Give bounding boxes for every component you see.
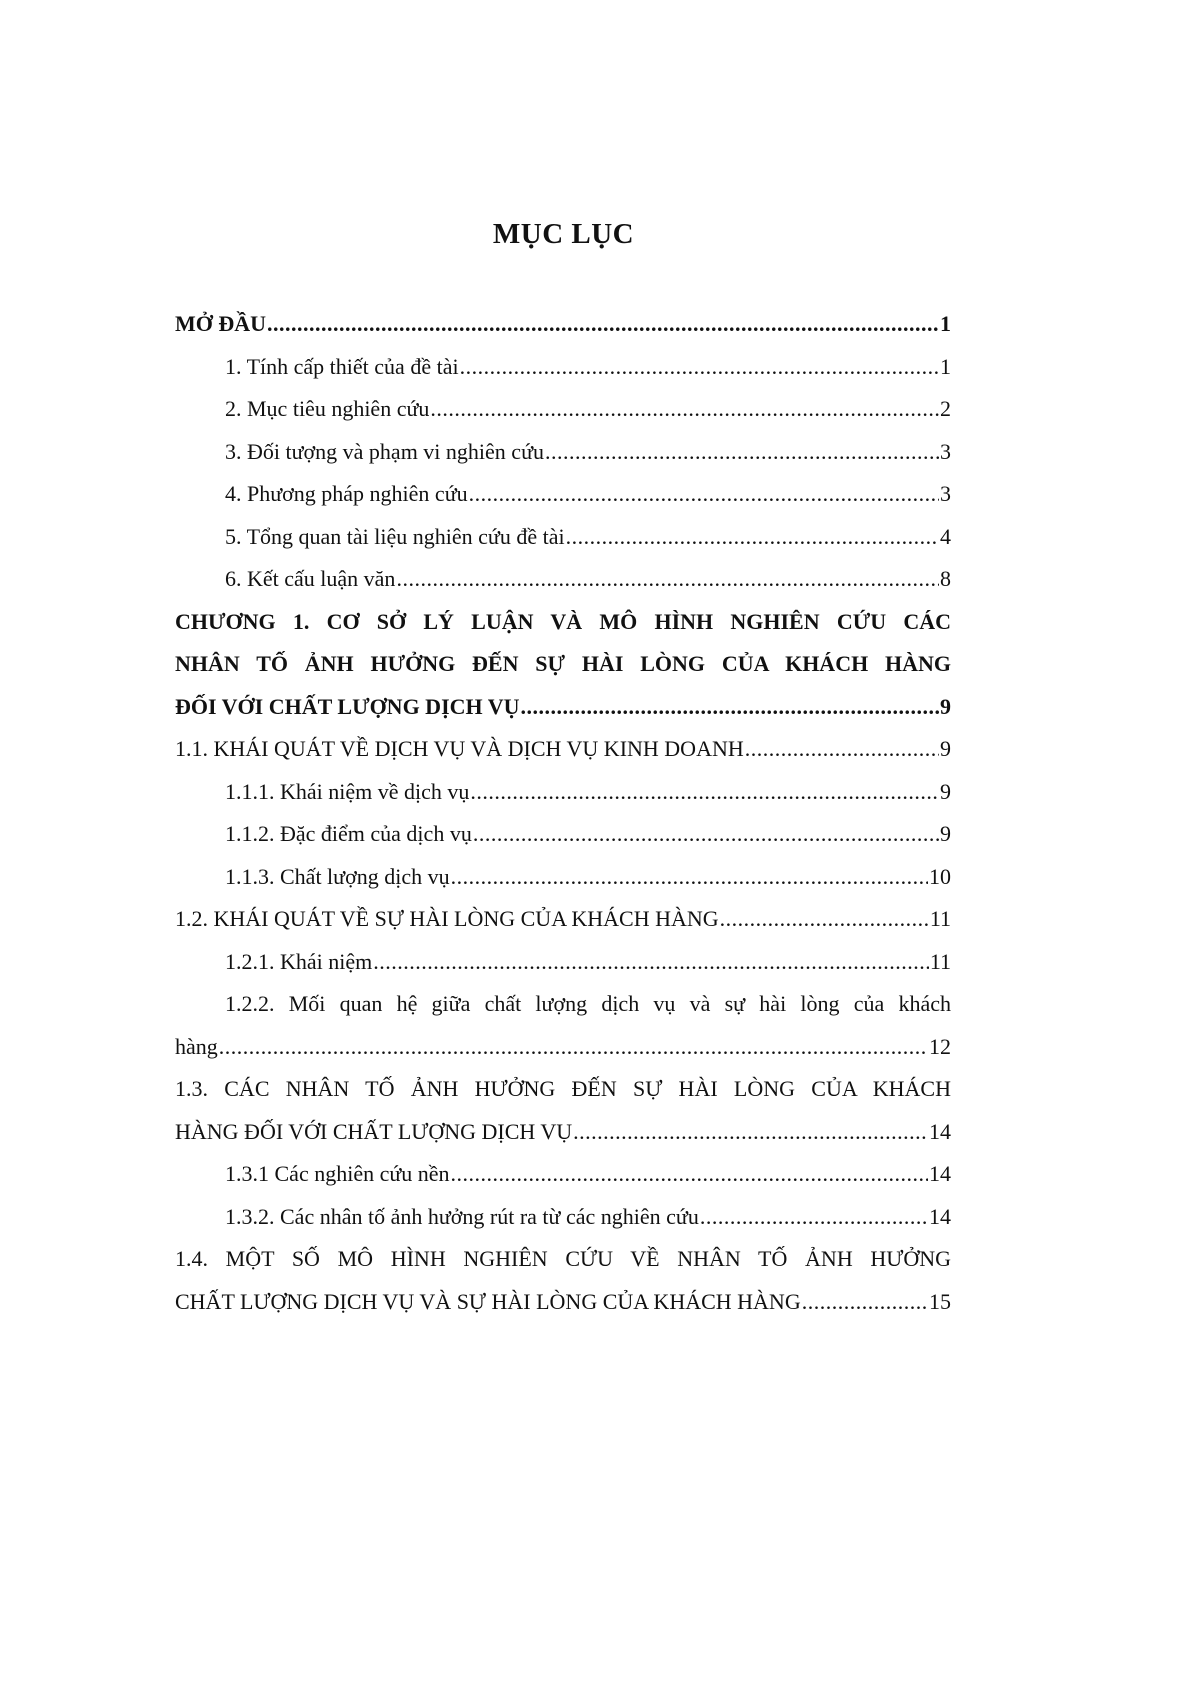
toc-entry-text: 1.1.1. Khái niệm về dịch vụ <box>225 778 470 804</box>
toc-entry-text: CHẤT LƯỢNG DỊCH VỤ VÀ SỰ HÀI LÒNG CỦA KHÁCH HÀNG <box>175 1288 801 1314</box>
toc-entry-1-1-2[interactable] <box>175 813 951 856</box>
toc-entry-text: ĐỐI VỚI CHẤT LƯỢNG DỊCH VỤ <box>175 693 520 719</box>
toc-entry-1-3-1[interactable] <box>175 1153 951 1196</box>
toc-entry-4[interactable] <box>175 473 951 516</box>
dot-leader <box>451 1153 928 1196</box>
toc-entry-text: 1.1.3. Chất lượng dịch vụ <box>225 863 450 889</box>
dot-leader <box>469 473 939 516</box>
table-of-contents <box>175 303 951 1323</box>
dot-leader <box>566 516 939 559</box>
toc-page-number: 10 <box>929 863 951 889</box>
toc-entry-text: 1.1. KHÁI QUÁT VỀ DỊCH VỤ VÀ DỊCH VỤ KINH DOANH <box>175 736 744 761</box>
dot-leader <box>521 686 939 729</box>
toc-entry-5[interactable] <box>175 516 951 559</box>
toc-entry-line: NHÂN TỐ ẢNH HƯỞNG ĐẾN SỰ HÀI LÒNG CỦA KHÁCH HÀNG <box>175 651 951 676</box>
toc-entry-text: 3. Đối tượng và phạm vi nghiên cứu <box>225 438 544 464</box>
toc-entry-text: 1.1.2. Đặc điểm của dịch vụ <box>225 821 472 846</box>
toc-entry-1-1-3[interactable] <box>175 856 951 899</box>
toc-entry-1[interactable] <box>175 346 951 389</box>
dot-leader <box>745 728 939 771</box>
toc-entry-text: 2. Mục tiêu nghiên cứu <box>225 396 430 421</box>
toc-entry-1-1[interactable] <box>175 728 951 771</box>
toc-page-number: 15 <box>929 1288 951 1314</box>
toc-entry-text: 1.3.1 Các nghiên cứu nền <box>225 1161 450 1186</box>
toc-page-number: 14 <box>929 1203 951 1229</box>
dot-leader <box>473 813 939 856</box>
dot-leader <box>460 346 939 389</box>
dot-leader <box>373 941 929 984</box>
dot-leader <box>396 558 939 601</box>
toc-entry-text: 5. Tổng quan tài liệu nghiên cứu đề tài <box>225 523 565 549</box>
toc-page-number: 3 <box>940 481 951 506</box>
toc-page-number: 8 <box>940 566 951 591</box>
toc-page-number: 11 <box>929 906 951 931</box>
toc-page-number: 9 <box>940 821 951 846</box>
toc-entry-text: 1. Tính cấp thiết của đề tài <box>225 353 459 379</box>
toc-page-number: 9 <box>940 736 951 761</box>
dot-leader <box>720 898 929 941</box>
toc-entry-text: 1.2.1. Khái niệm <box>225 948 373 974</box>
toc-entry-text: HÀNG ĐỐI VỚI CHẤT LƯỢNG DỊCH VỤ <box>175 1118 573 1144</box>
toc-entry-line: 1.4. MỘT SỐ MÔ HÌNH NGHIÊN CỨU VỀ NHÂN TỐ ẢNH HƯỞNG <box>175 1246 951 1271</box>
toc-page-number: 9 <box>940 778 951 804</box>
toc-entry-text: 6. Kết cấu luận văn <box>225 566 396 591</box>
dot-leader <box>451 856 928 899</box>
page-title: MỤC LỤC <box>492 218 635 250</box>
dot-leader <box>573 1111 928 1154</box>
toc-page-number: 4 <box>940 523 951 549</box>
toc-page-number: 3 <box>940 438 951 464</box>
toc-entry-1-3-2[interactable] <box>175 1196 951 1239</box>
toc-page-number: 9 <box>940 693 951 719</box>
dot-leader <box>545 431 939 474</box>
toc-entry-text: MỞ ĐẦU <box>175 311 267 336</box>
toc-entry-1-1-1[interactable] <box>175 771 951 814</box>
toc-page-number: 2 <box>940 396 951 421</box>
toc-page-number: 14 <box>929 1118 951 1144</box>
toc-entry-line: 1.2.2. Mối quan hệ giữa chất lượng dịch vụ và sự hài lòng của khách <box>225 991 951 1016</box>
dot-leader <box>267 303 939 346</box>
toc-entry-1-2-2[interactable] <box>175 983 951 1068</box>
dot-leader <box>802 1281 928 1324</box>
toc-page-number: 1 <box>940 311 951 336</box>
toc-page-number: 11 <box>929 948 951 974</box>
toc-entry-line: 1.3. CÁC NHÂN TỐ ẢNH HƯỞNG ĐẾN SỰ HÀI LÒNG CỦA KHÁCH <box>175 1076 951 1101</box>
toc-page-number: 1 <box>940 353 951 379</box>
toc-entry-text: hàng <box>175 1033 218 1059</box>
toc-entry-1-4[interactable] <box>175 1238 951 1323</box>
toc-page-number: 12 <box>929 1033 951 1059</box>
toc-page-number: 14 <box>929 1161 951 1186</box>
toc-entry-text: 4. Phương pháp nghiên cứu <box>225 481 468 506</box>
toc-entry-6[interactable] <box>175 558 951 601</box>
dot-leader <box>700 1196 928 1239</box>
dot-leader <box>430 388 939 431</box>
toc-entry-chapter-1[interactable] <box>175 601 951 729</box>
toc-entry-2[interactable] <box>175 388 951 431</box>
toc-entry-3[interactable] <box>175 431 951 474</box>
dot-leader <box>219 1026 928 1069</box>
toc-entry-text: 1.3.2. Các nhân tố ảnh hưởng rút ra từ các nghiên cứu <box>225 1203 699 1229</box>
toc-entry-1-2-1[interactable] <box>175 941 951 984</box>
toc-entry-mo-dau[interactable] <box>175 303 951 346</box>
toc-entry-line: CHƯƠNG 1. CƠ SỞ LÝ LUẬN VÀ MÔ HÌNH NGHIÊN CỨU CÁC <box>175 608 951 634</box>
toc-entry-1-3[interactable] <box>175 1068 951 1153</box>
dot-leader <box>470 771 939 814</box>
toc-entry-text: 1.2. KHÁI QUÁT VỀ SỰ HÀI LÒNG CỦA KHÁCH HÀNG <box>175 906 719 931</box>
toc-entry-1-2[interactable] <box>175 898 951 941</box>
